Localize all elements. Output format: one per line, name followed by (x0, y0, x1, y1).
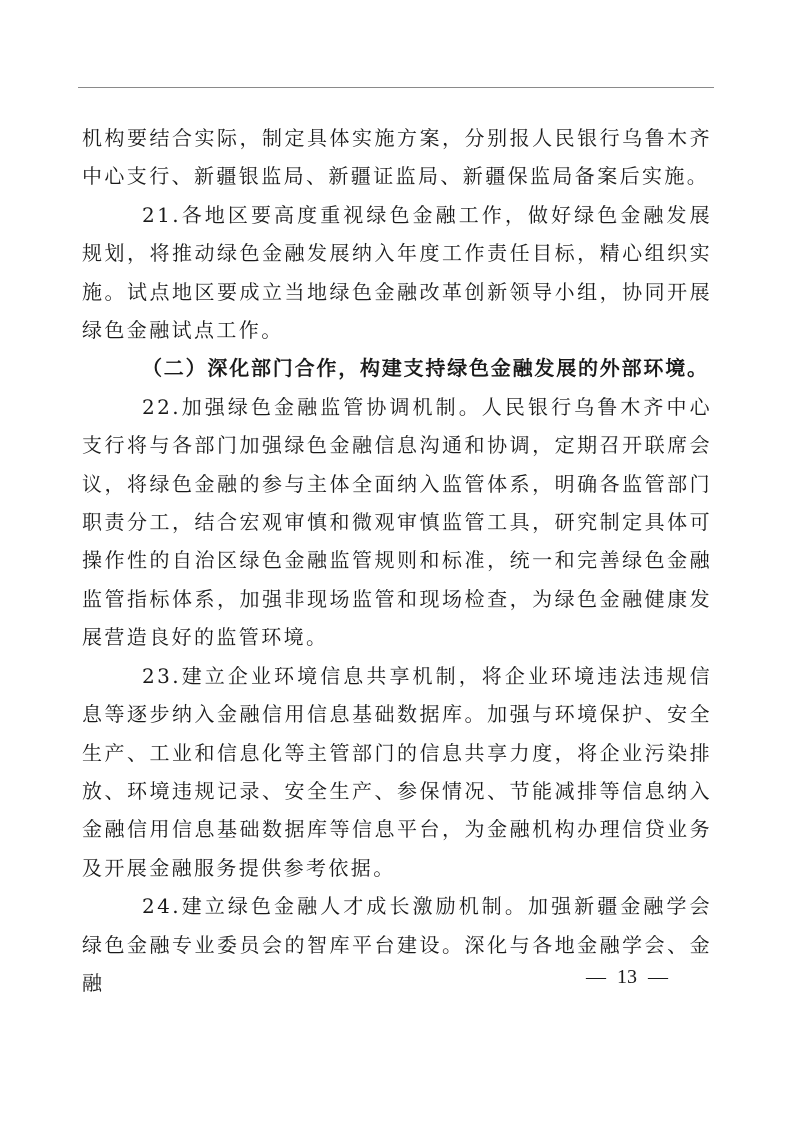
paragraph-23: 23.建立企业环境信息共享机制，将企业环境违法违规信息等逐步纳入金融信用信息基础数据库。加强与环境保护、安全生产、工业和信息化等主管部门的信息共享力度，将企业污染排放、环境违规记录、安全生产、参保情况、节能减排等信息纳入金融信用信息基础数据库等信息平台，为金融机构办理信贷业务及开展金融服务提供参考依据。 (82, 663, 712, 880)
page-number-value: 13 (617, 966, 637, 988)
document-body (82, 119, 712, 1002)
header-rule (78, 87, 714, 88)
paragraph-24: 24.建立绿色金融人才成长激励机制。加强新疆金融学会绿色金融专业委员会的智库平台建设。深化与各地金融学会、金融 (82, 894, 712, 995)
page-number-dash-left: — (586, 966, 606, 988)
paragraph-22: 22.加强绿色金融监管协调机制。人民银行乌鲁木齐中心支行将与各部门加强绿色金融信息沟通和协调，定期召开联席会议，将绿色金融的参与主体全面纳入监管体系，明确各监管部门职责分工，结合宏观审慎和微观审慎监管工具，研究制定具体可操作性的自治区绿色金融监管规则和标准，统一和完善绿色金融监管指标体系，加强非现场监管和现场检查，为绿色金融健康发展营造良好的监管环境。 (82, 394, 712, 650)
paragraph-1: 机构要结合实际，制定具体实施方案，分别报人民银行乌鲁木齐中心支行、新疆银监局、新疆证监局、新疆保监局备案后实施。 (82, 126, 712, 189)
paragraph-21: 21.各地区要高度重视绿色金融工作，做好绿色金融发展规划，将推动绿色金融发展纳入年度工作责任目标，精心组织实施。试点地区要成立当地绿色金融改革创新领导小组，协同开展绿色金融试点工作。 (82, 202, 712, 343)
page-number-dash-right: — (648, 966, 668, 988)
page-number (585, 966, 669, 989)
section-heading-2: （二）深化部门合作，构建支持绿色金融发展的外部环境。 (142, 356, 709, 381)
